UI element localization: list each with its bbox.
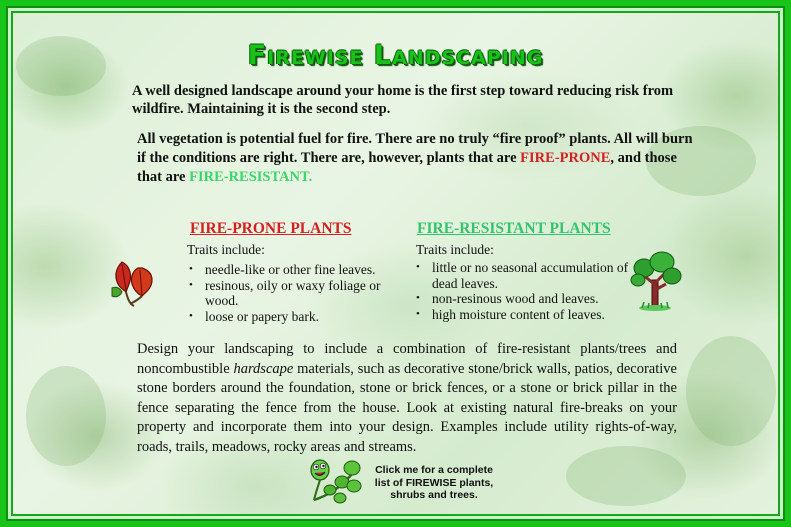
list-item: • high moisture content of leaves. — [414, 307, 629, 323]
vegetation-text: All vegetation is potential fuel for fire. There are no truly “fire proof” plants. All will burn if the conditions are right. There are, however, plants that are — [137, 131, 693, 166]
fire-prone-term: FIRE-PRONE — [520, 150, 611, 166]
firewise-plants-link[interactable]: Click me for a complete list of FIREWISE plants, shrubs and trees. — [374, 464, 494, 501]
vegetation-paragraph — [137, 130, 697, 187]
fire-prone-traits-list — [187, 262, 387, 324]
list-item: • resinous, oily or waxy foliage or wood. — [187, 278, 387, 309]
background-leaf — [686, 336, 776, 446]
design-text-after: materials, such as decorative stone/brick walls, patios, decorative stone borders around the foundation, stone or brick fences, or a stone or brick pillar in the fence separating the fence from the house. Look at existing natural fire-breaks on your property and incorporate them into your design. Examples include utility rights-of-way, roads, trails, meadows, rocky areas and streams. — [137, 360, 677, 455]
fire-prone-heading: FIRE-PRONE PLANTS — [190, 220, 352, 237]
fire-resistant-term: FIRE-RESISTANT. — [189, 169, 313, 185]
list-item: • non-resinous wood and leaves. — [414, 291, 629, 307]
list-item: • needle-like or other fine leaves. — [187, 262, 387, 278]
design-paragraph — [137, 340, 677, 457]
fire-resistant-traits-label: Traits include: — [416, 242, 494, 257]
fire-resistant-traits-list — [414, 260, 629, 322]
page-title: Firewise Landscaping — [247, 40, 544, 71]
design-text: Design your landscaping to include a combination of fire-resistant plants/trees and noncombustible — [137, 341, 677, 377]
hardscape-term: hardscape — [233, 360, 294, 377]
intro-paragraph: A well designed landscape around your home is the first step toward reducing risk from wildfire. Maintaining it is the second step. — [132, 83, 674, 117]
list-item: • loose or papery bark. — [187, 309, 387, 325]
smiling-plant-icon[interactable] — [304, 456, 364, 508]
green-tree-icon — [628, 250, 684, 314]
fire-resistant-heading: FIRE-RESISTANT PLANTS — [417, 220, 611, 237]
background-leaf — [26, 366, 106, 466]
red-oak-leaves-icon — [108, 258, 168, 308]
vegetation-text-middle: , and those that are — [137, 150, 677, 185]
fire-prone-traits-label: Traits include: — [187, 242, 265, 257]
list-item: • little or no seasonal accumulation of dead leaves. — [414, 260, 629, 291]
